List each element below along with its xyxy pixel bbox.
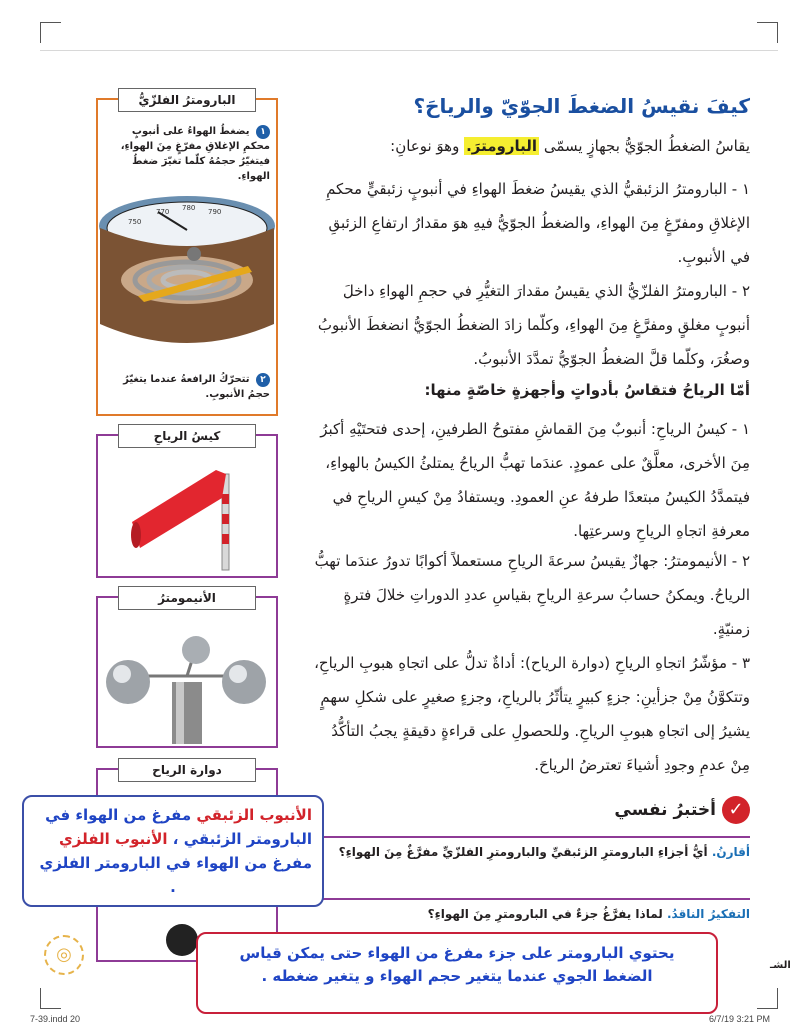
crop-mark (40, 988, 61, 1009)
footer-date: 6/7/19 3:21 PM (708, 1014, 770, 1024)
answer-note-2 (196, 932, 718, 1014)
intro-paragraph (320, 134, 750, 158)
barometer-illustration (98, 184, 276, 364)
top-rule (40, 50, 778, 51)
windsock-fabric (132, 470, 226, 548)
dial-tick: 770 (156, 208, 170, 216)
panel-title: كيسُ الرياحِ (118, 424, 256, 448)
answer-note-1 (22, 795, 324, 907)
barometer-note-1 (110, 124, 270, 184)
dial-tick: 780 (182, 204, 196, 212)
dial-tick: 790 (208, 208, 222, 216)
dial-tick: 750 (128, 218, 142, 226)
footer-file: 7-39.indd 20 (30, 1014, 81, 1024)
question-label: التفكيرُ الناقدُ. (666, 907, 750, 921)
margin-label: الشـ (770, 960, 791, 971)
paragraph-mercury-barometer: ١ - البارومترُ الزئبقيُّ الذي يقيسُ ضغطَ الهواءِ في أنبوبٍ زئبقيٍّ محكمِ الإغلاقِ ومفرّغٍ مِنَ الهواءِ، والضغطُ الجوّيُّ فيهِ هوَ مقدارُ ارتفاعِ الزئبقِ في الأنبوبِ. (326, 180, 750, 266)
paragraph-metal-barometer: ٢ - البارومترُ الفلزّيُّ الذي يقيسُ مقدارَ التغيُّرِ في حجمِ الهواءِ داخلَ أنبوبٍ مغلقٍ ومفرَّغٍ مِنَ الهواءِ، وكلّما زادَ الضغطُ الجوّيُّ انضغطَ الأنبوبُ وصغُرَ، وكلّما قلَّ الضغطُ الجوّيُّ تمدَّدَ الأنبوبُ. (317, 282, 750, 368)
barometer-note-1-text: يضغطُ الهواءُ على أنبوبٍ محكمِ الإغلاقِ مفرّغٍ مِنَ الهواءِ، فيتغيّرُ حجمُهُ كلّما تغيّرَ ضغطُ الهواءِ. (120, 126, 270, 182)
question-critical-thinking (312, 902, 750, 926)
check-icon: ✓ (722, 796, 750, 824)
pole-stripe (222, 534, 229, 544)
panel-title: دوارة الرياح (118, 758, 256, 782)
windsock-illustration (98, 450, 276, 574)
lever-pivot (187, 247, 201, 261)
pole-stripe (222, 494, 229, 504)
panel-metal-barometer (96, 93, 278, 416)
page-title: كيفَ نقيسُ الضغطَ الجوّيّ والرياحَ؟ (413, 94, 750, 118)
answer-dot: . (170, 878, 176, 896)
question-text: لماذا يفرَّغُ جزءٌ في البارومترِ مِنَ الهواءِ؟ (427, 907, 663, 921)
intro-after: وهوَ نوعانِ: (390, 137, 460, 155)
highlight-term: البارومترَ. (466, 137, 538, 155)
panel-title: البارومترُ الفلزّيُّ (118, 88, 256, 112)
self-test-title: أختبرُ نفسي (614, 800, 716, 820)
panel-title: الأنيمومترُ (118, 586, 256, 610)
number-badge: ٢ (256, 373, 270, 387)
wind-vane-ball (166, 924, 198, 956)
question-divider (312, 836, 750, 838)
anemometer-illustration (98, 612, 276, 744)
windsock-opening (131, 522, 141, 548)
question-text: أيُّ أجزاءِ البارومترِ الزئبقيِّ والبارومترِ الفلزّيِّ مفرَّغٌ مِنَ الهواءِ؟ (338, 845, 708, 859)
barometer-note-2 (110, 372, 270, 402)
paragraph-windsock: ١ - كيسُ الرياحِ: أنبوبٌ مِنَ القماشِ مفتوحُ الطرفينِ، إحدى فتحتَيْهِ أكبرُ مِنَ الأخرى، معلَّقٌ على عمودٍ. عندَما تهبُّ الرياحُ يمتلئُ الكيسُ بالهواءِ، فيتمدَّدُ الكيسُ مبتعدًا طرفهُ عنِ العمودِ. ويستفادُ مِنْ كيسِ الرياحِ في معرفةِ اتجاهِ الرياحِ وسرعتِها. (320, 420, 750, 540)
answer-highlight: الأنبوب الزئبقي (196, 806, 312, 824)
post-highlight (176, 682, 184, 744)
wind-intro: أمّا الرياحُ فتقاسُ بأدواتٍ وأجهزةٍ خاصّةٍ منها: (424, 381, 750, 399)
pole-stripe (222, 514, 229, 524)
answer-text: مفرغ من الهواء في البارومتر الفلزي (39, 854, 312, 872)
panel-windsock (96, 429, 278, 578)
anemometer-cup (106, 660, 150, 704)
panel-anemometer (96, 591, 278, 748)
number-badge: ١ (256, 125, 270, 139)
barometer-note-2-text: تتحرّكُ الرافعةُ عندما يتغيّرُ حجمُ الأنبوبِ. (123, 374, 270, 400)
crop-mark (757, 988, 778, 1009)
crop-mark (40, 22, 61, 43)
cup-shine (113, 665, 131, 683)
anemometer-cup (222, 660, 266, 704)
answer-text: مفرغ من الهواء في البارومتر الزئبقي ، (45, 806, 312, 848)
question-divider (312, 898, 750, 900)
paragraph-anemometer: ٢ - الأنيمومترُ: جهازٌ يقيسُ سرعةَ الرياحِ مستعملاً أكوابًا تدورُ عندَما تهبُّ الرياحُ. ويمكنُ حسابُ سرعةِ الرياحِ بقياسِ عددِ الدوراتِ خلالَ فترةٍ زمنيّةٍ. (314, 552, 750, 638)
answer-text: يحتوي البارومتر على جزء مفرغ من الهواء حتى يمكن قياس الضغط الجوي عندما يتغير حجم الهواء و يتغير ضغطه . (239, 944, 675, 985)
question-compare (312, 840, 750, 864)
anemometer-cup (182, 636, 210, 664)
crop-mark (757, 22, 778, 43)
answer-highlight: الأنبوب الفلزي (59, 830, 168, 848)
cup-shine (229, 665, 247, 683)
paragraph-wind-vane: ٣ - مؤشّرُ اتجاهِ الرياحِ (دوارة الرياح): أداةٌ تدلُّ على اتجاهِ هبوبِ الرياحِ، وتتكوَّنُ مِنْ جزأينِ: جزءٍ كبيرٍ يتأثّرُ بالرياحِ، وجزءٍ صغيرٍ على شكلِ سهمٍ يشيرُ إلى اتجاهِ هبوبِ الرياحِ. وللحصولِ على قراءةٍ دقيقةٍ يجبُ التأكُّدُ مِنْ عدمِ وجودِ أشياءَ تعترضُ الرياحَ. (314, 654, 750, 774)
publisher-logo-icon: ◎ (44, 935, 84, 975)
question-label: أقارنُ. (711, 845, 750, 859)
intro-before: يقاسُ الضغطُ الجوّيُّ بجهازٍ يسمّى (543, 137, 750, 155)
